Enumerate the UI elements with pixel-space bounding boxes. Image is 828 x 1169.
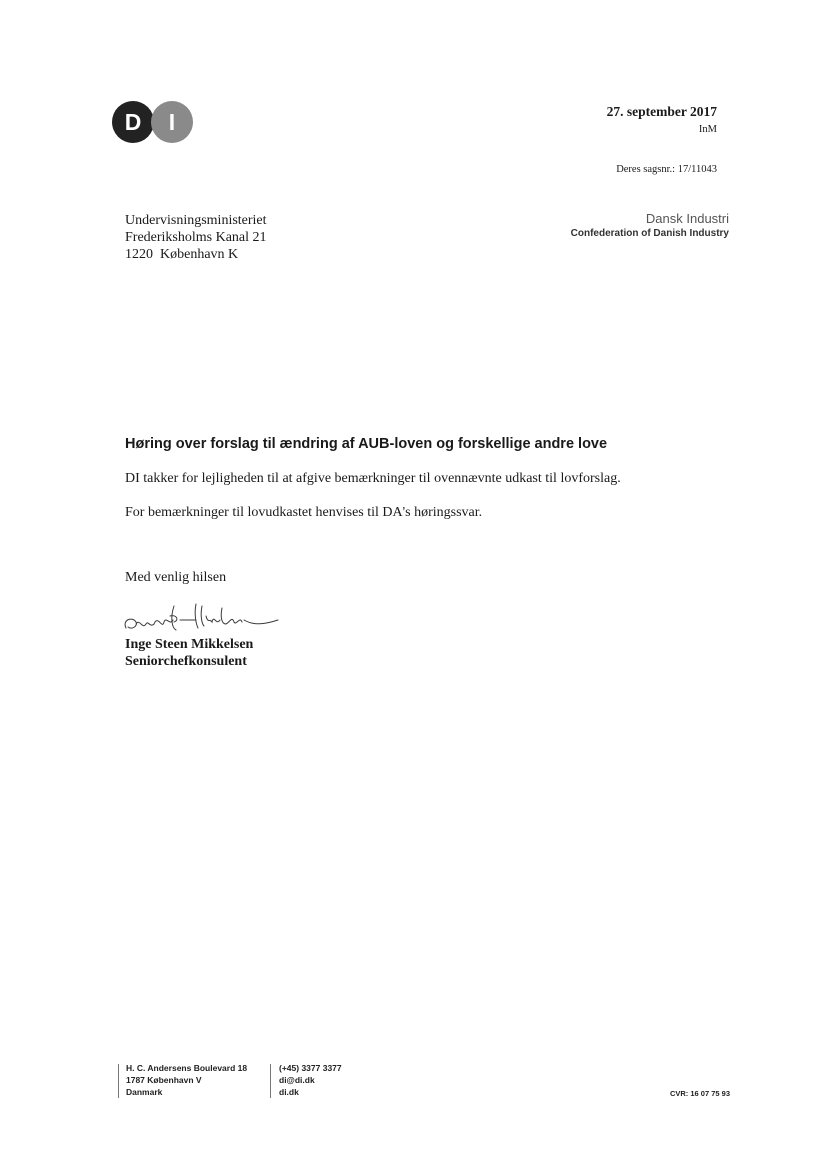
handwritten-signature: [118, 600, 288, 638]
footer-address: [126, 1062, 247, 1098]
body-paragraph: For bemærkninger til lovudkastet henvises til DA's høringssvar.: [125, 505, 483, 520]
cvr-number: CVR: 16 07 75 93: [669, 1089, 730, 1098]
footer-address-line: Danmark: [126, 1087, 163, 1097]
signer-title: Seniorchefkonsulent: [125, 654, 247, 669]
footer-divider: [118, 1064, 119, 1098]
logo-letter-d: D: [112, 101, 154, 143]
body-paragraph: DI takker for lejligheden til at afgive bemærkninger til ovennævnte udkast til lovforslag.: [125, 471, 621, 486]
organization-subtitle: Confederation of Danish Industry: [570, 228, 729, 239]
letter-date: 27. september 2017: [606, 104, 717, 119]
closing-greeting: Med venlig hilsen: [125, 570, 227, 585]
signer-name: Inge Steen Mikkelsen: [125, 637, 254, 652]
signer-block: [125, 636, 253, 670]
footer-contact: [279, 1062, 342, 1098]
footer-divider: [270, 1064, 271, 1098]
footer-phone: (+45) 3377 3377: [279, 1063, 342, 1073]
footer-address-line: H. C. Andersens Boulevard 18: [126, 1063, 248, 1073]
recipient-line: Frederiksholms Kanal 21: [125, 230, 267, 245]
author-initials: InM: [698, 124, 717, 135]
recipient-address: [125, 212, 267, 263]
recipient-line: 1220 København K: [125, 247, 239, 262]
footer-email: di@di.dk: [279, 1075, 315, 1085]
footer-address-line: 1787 København V: [126, 1075, 202, 1085]
di-logo: [112, 101, 194, 143]
recipient-line: Undervisningsministeriet: [125, 213, 267, 228]
letter-subject: Høring over forslag til ændring af AUB-loven og forskellige andre love: [125, 436, 608, 452]
logo-letter-i: I: [151, 101, 193, 143]
case-reference: Deres sagsnr.: 17/11043: [616, 164, 717, 175]
footer-website: di.dk: [279, 1087, 299, 1097]
organization-name: Dansk Industri: [645, 211, 729, 226]
